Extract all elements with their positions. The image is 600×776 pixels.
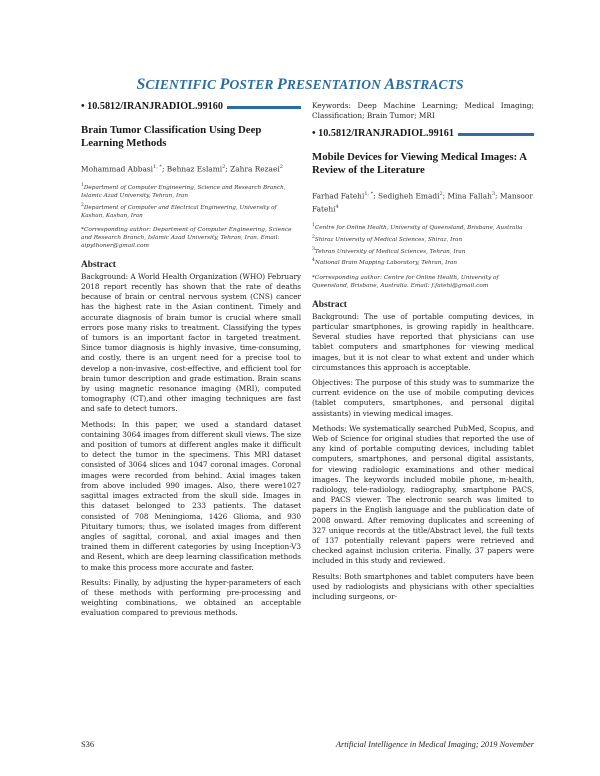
abstract-objectives: Objectives: The purpose of this study was to summarize the current evidence on the use of mobile computing devices (tablet computers, smartphones, and personal digital assistants) in viewing medical images. [312,377,534,418]
author-sup: 2 [222,164,226,170]
header-word: PRESENTATION [276,76,385,93]
author-name: Sedigheh Emadi [378,191,440,201]
affiliation: $^4$National Brain Mapping Laboratory, Tehran, Iran [312,258,458,267]
author-sup: 1, * [153,164,162,170]
abstract-heading: Abstract [312,299,347,310]
abstract-background: Background: A World Health Organization (WHO) February 2018 report recently has shown that the rate of deaths because of brain or central nervous system (CNS) cancer has the highest rate in the Asian continent. Timely and accurate diagnosis of brain tumor is crucial where small errors pose many risks to treatment. Classifying the types of tumors is an important factor in targeted treatment. Since tumor diagnosis is highly invasive, time-consuming, and costly, there is an urgent need for a precise tool to develop a non-invasive, cost-effective, and efficient tool for brain tumor description and grade estimation. Brain scans by using magnetic resonance imaging (MRI), computed tomography (CT),and other imaging techniques are fast and safe to detect tumors. [81,271,301,414]
affiliation: $^2$Shiraz University of Medical Sciences, Shiraz, Iran [312,235,463,243]
left-column [81,101,301,624]
header-word: SCIENTIFIC [136,76,220,93]
doi-label[interactable]: • 10.5812/IRANJRADIOL.99160 [81,101,227,113]
author-sup: 2 [439,191,443,198]
doi-label[interactable]: • 10.5812/IRANJRADIOL.99161 [312,128,458,140]
author-sup: 2 [279,164,283,170]
section-header [0,76,600,94]
author-sup: 4 [335,203,339,210]
author-sup: 1, * [364,191,374,198]
author-list: Mohammad Abbasi$^{1, *}$; Behnaz Eslami$^2$; Zahra Rezaei$^2$ [81,164,283,174]
doi-row [81,101,301,113]
affiliations [81,182,301,220]
article-title: Brain Tumor Classification Using Deep Learning Methods [81,124,262,149]
abstract-background: Background: The use of portable computing devices, in particular smartphones, is growing rapidly in healthcare. Several studies have reported that physicians can use tablet computers and smartphones for viewing medical images, but it is not clear to what extent and under which circumstances this approach is acceptable. [312,311,534,372]
header-word: POSTER [219,76,277,93]
page-number: S36 [81,740,95,749]
header-word: ABSTRACTS [384,76,464,93]
affiliation: $^1$Centre for Online Health, University of Queensland, Brisbane, Australia [312,223,523,232]
abstract-results: Results: Both smartphones and tablet computers have been used by radiologists and physicians with other specialties including surgeons, or- [312,571,534,601]
author-name: Farhad Fatehi [312,191,365,201]
abstract-results: Results: Finally, by adjusting the hyper-parameters of each of these methods with performing pre-processing and weighting combinations, we obtained an acceptable evaluation compared to previous methods. [81,577,301,618]
corresponding-author: *Corresponding author: Department of Computer Engineering, Science and Research Branch, Islamic Azad University, Tehran, Iran. Email: aipythoner@gmail.com [81,227,292,250]
affiliation: $^1$Department of Computer Engineering, Science and Research Branch, Islamic Azad University, Tehran, Iran [81,183,286,200]
author-name: Zahra Rezaei [230,164,280,174]
author-name: Behnaz Eslami [166,164,223,174]
author-name: Mohammad Abbasi [81,164,154,174]
abstract-heading: Abstract [81,259,116,270]
doi-row [312,128,534,140]
article-title: Mobile Devices for Viewing Medical Images: A Review of the Literature [312,151,527,177]
author-name: Mina Fallah [447,191,492,201]
author-name: Mansoor Fatehi [312,191,533,214]
right-column [312,101,534,607]
keywords: Keywords: Deep Machine Learning; Medical Imaging; Classification; Brain Tumor; MRI [312,101,534,121]
affiliation: $^3$Tehran University of Medical Sciences, Tehran, Iran [312,246,466,255]
affiliations [312,222,534,268]
abstract-methods: Methods: We systematically searched PubMed, Scopus, and Web of Science for original studies that reported the use of any kind of portable computing devices, including tablet computers, smartphones, and personal digital assistants, for viewing radiologic examinations and other medical images. The keywords included mobile phone, m-health, radiology, tele-radiology, radiography, smartphone PACS, and PACS viewer. The electronic search was limited to papers in the English language and the publication date of 2008 onward. After removing duplicates and screening of 327 unique records at the title/Abstract level, the full texts of 137 potentially relevant papers were retrieved and checked against inclusion criteria. Finally, 37 papers were included in this study and reviewed. [312,423,534,566]
author-list: Farhad Fatehi$^{1, *}$; Sedigheh Emadi$^2$; Mina Fallah$^3$; Mansoor Fatehi$^4$ [312,191,533,214]
affiliation: $^2$Department of Computer and Electrical Engineering, University of Kashan, Kashan, Iran [81,202,277,219]
corresponding-author: *Corresponding author: Centre for Online Health, University of Queensland, Brisbane, Australia. Email: f.fatehi@gmail.com [312,275,499,289]
abstract-methods: Methods: In this paper, we used a standard dataset containing 3064 images from different skull views. The size and position of tumors at different angles make it difficult to detect the tumor in the specimens. This MRI dataset consisted of 3064 slices and 1047 coronal images. Coronal images were recorded from behind. Axial images taken from above included 990 images. Also, there were1027 sagittal images extracted from the skull side. Images in this dataset belonged to 233 patients. The dataset consisted of 708 Meningioma, 1426 Glioma, and 930 Pituitary tumors; thus, we isolated images from different angles of sagittal, coronal, and axial images and then trained them in different categories by using Inception-V3 and Resent, which are deep learning classification methods to make this process more accurate and faster. [81,419,301,572]
author-sup: 3 [491,191,496,198]
journal-footer: Artificial Intelligence in Medical Imaging; 2019 November [335,740,534,749]
